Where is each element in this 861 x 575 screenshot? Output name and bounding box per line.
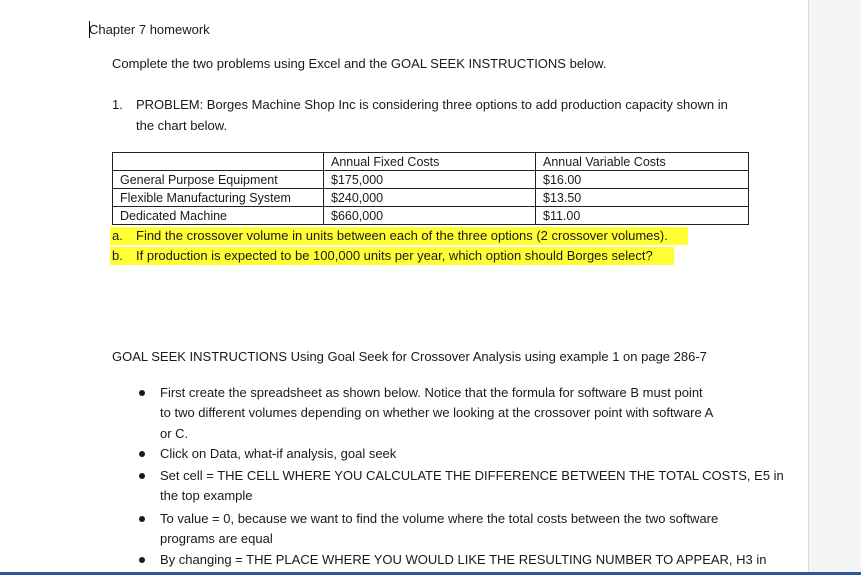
- table-cell: $13.50: [536, 189, 749, 207]
- table-header-cell: Annual Fixed Costs: [324, 153, 536, 171]
- bullet-3-line-1: Set cell = THE CELL WHERE YOU CALCULATE THE DIFFERENCE BETWEEN THE TOTAL COSTS, E5 in: [160, 468, 784, 483]
- table-header-row: [113, 153, 749, 171]
- bullet-5-line-1: By changing = THE PLACE WHERE YOU WOULD LIKE THE RESULTING NUMBER TO APPEAR, H3 in: [160, 552, 767, 567]
- bullet-1-line-1: First create the spreadsheet as shown below. Notice that the formula for software B must point: [160, 385, 703, 400]
- window-side-panel: [808, 0, 861, 572]
- bullet-icon: [139, 557, 145, 563]
- intro-paragraph: Complete the two problems using Excel and the GOAL SEEK INSTRUCTIONS below.: [112, 56, 607, 71]
- subitem-b-marker: b.: [112, 248, 123, 263]
- bullet-icon: [139, 473, 145, 479]
- bullet-4-line-2: programs are equal: [160, 531, 273, 546]
- table-row: [113, 171, 749, 189]
- bullet-1-line-2: to two different volumes depending on whether we looking at the crossover point with software A: [160, 405, 714, 420]
- table-header-cell: Annual Variable Costs: [536, 153, 749, 171]
- bullet-3-line-2: the top example: [160, 488, 253, 503]
- bullet-icon: [139, 390, 145, 396]
- table-cell: General Purpose Equipment: [113, 171, 324, 189]
- table-cell: $16.00: [536, 171, 749, 189]
- goal-seek-heading: GOAL SEEK INSTRUCTIONS Using Goal Seek for Crossover Analysis using example 1 on page 286-7: [112, 349, 707, 364]
- subitem-a-text: Find the crossover volume in units between each of the three options (2 crossover volumes).: [136, 228, 668, 243]
- table-cell: Dedicated Machine: [113, 207, 324, 225]
- table-cell: $240,000: [324, 189, 536, 207]
- table-cell: $175,000: [324, 171, 536, 189]
- subitem-a-marker: a.: [112, 228, 123, 243]
- problem-number: 1.: [112, 97, 123, 112]
- capacity-options-table: [112, 152, 749, 225]
- bullet-2-line-1: Click on Data, what-if analysis, goal seek: [160, 446, 397, 461]
- bullet-1-line-3: or C.: [160, 426, 189, 441]
- bullet-4-line-1: To value = 0, because we want to find the volume where the total costs between the two software: [160, 511, 719, 526]
- bullet-icon: [139, 451, 145, 457]
- table-row: [113, 207, 749, 225]
- table-cell: $660,000: [324, 207, 536, 225]
- table-cell: Flexible Manufacturing System: [113, 189, 324, 207]
- problem-line-2: the chart below.: [136, 118, 228, 133]
- subitem-b-text: If production is expected to be 100,000 units per year, which option should Borges select?: [136, 248, 653, 263]
- document-title: Chapter 7 homework: [89, 22, 210, 37]
- table-cell: $11.00: [536, 207, 749, 225]
- bullet-icon: [139, 516, 145, 522]
- table-header-cell: [113, 153, 324, 171]
- table-row: [113, 189, 749, 207]
- problem-line-1: PROBLEM: Borges Machine Shop Inc is considering three options to add production capacity shown in: [136, 97, 728, 112]
